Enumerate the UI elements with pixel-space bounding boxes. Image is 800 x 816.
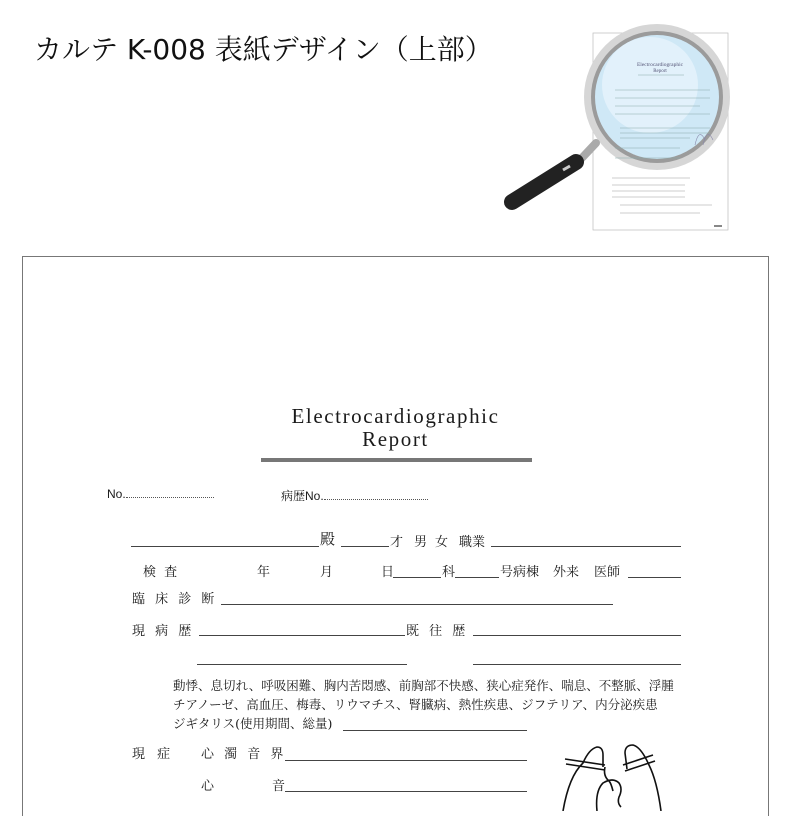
title-line-1: Electrocardiographic <box>291 404 500 428</box>
svg-text:Electrocardiographic: Electrocardiographic <box>636 62 684 68</box>
doctor-label: 医師 <box>594 565 621 580</box>
clinical-diagnosis-input-line[interactable] <box>221 604 613 605</box>
age-label: 才 <box>390 535 404 550</box>
heart-sound-label-2: 音 <box>272 779 286 794</box>
cardiac-dullness-label: 心 濁 音 界 <box>201 747 287 762</box>
report-title <box>23 405 768 451</box>
present-illness-label: 現 病 歴 <box>132 624 195 639</box>
male-option[interactable]: 男 <box>414 535 428 550</box>
present-illness-input-line-2[interactable] <box>197 664 407 665</box>
title-underline <box>261 458 532 462</box>
digitalis-input-line[interactable] <box>343 730 527 731</box>
honorific-label: 殿 <box>320 530 336 548</box>
year-label: 年 <box>257 565 271 580</box>
dept-label: 科 <box>442 565 456 580</box>
magnifier-thumbnail <box>500 20 760 240</box>
ward-input-line[interactable] <box>455 577 499 578</box>
digitalis-label: ジギタリス(使用期間、総量) <box>173 716 333 731</box>
record-no-field[interactable] <box>281 487 428 504</box>
occupation-input-line[interactable] <box>491 546 681 547</box>
svg-text:Report: Report <box>653 69 667 74</box>
occupation-label: 職業 <box>459 535 486 550</box>
female-option[interactable]: 女 <box>435 535 449 550</box>
no-input-dots[interactable] <box>126 488 214 498</box>
lungs-diagram-icon <box>553 741 673 811</box>
heart-sound-input-line[interactable] <box>285 791 527 792</box>
title-line-2: Report <box>362 427 429 451</box>
outpatient-label: 外来 <box>553 565 580 580</box>
dept-input-line[interactable] <box>393 577 441 578</box>
past-history-label: 既 往 歴 <box>406 624 469 639</box>
doctor-input-line[interactable] <box>628 577 681 578</box>
current-symptoms-label: 現 症 <box>132 747 175 762</box>
ward-label: 号病棟 <box>500 565 540 580</box>
present-illness-input-line[interactable] <box>199 635 405 636</box>
past-history-input-line[interactable] <box>473 635 681 636</box>
cardiac-dullness-input-line[interactable] <box>285 760 527 761</box>
record-no-label: 病歴No. <box>281 489 324 503</box>
day-label: 日 <box>381 565 395 580</box>
symptoms-list-1: 動悸、息切れ、呼吸困難、胸内苦悶感、前胸部不快感、狭心症発作、喘息、不整脈、浮腫 <box>173 678 674 693</box>
record-no-input-dots[interactable] <box>324 490 428 500</box>
magnifier-lens <box>584 24 730 170</box>
month-label: 月 <box>320 565 334 580</box>
exam-label: 検 査 <box>143 565 180 580</box>
no-field[interactable] <box>107 487 214 501</box>
age-input-line[interactable] <box>341 546 389 547</box>
symptoms-list-2: チアノーゼ、高血圧、梅毒、リウマチス、腎臓病、熱性疾患、ジフテリア、内分泌疾患 <box>173 697 658 712</box>
no-label: No. <box>107 487 126 501</box>
past-history-input-line-2[interactable] <box>473 664 681 665</box>
name-input-line[interactable] <box>131 546 319 547</box>
heart-sound-label-1: 心 <box>201 779 215 794</box>
ecg-report-form <box>22 256 769 816</box>
magnifier-handle <box>512 143 596 202</box>
page-title: カルテ K-008 表紙デザイン（上部） <box>34 33 493 66</box>
clinical-diagnosis-label: 臨 床 診 断 <box>132 592 218 607</box>
